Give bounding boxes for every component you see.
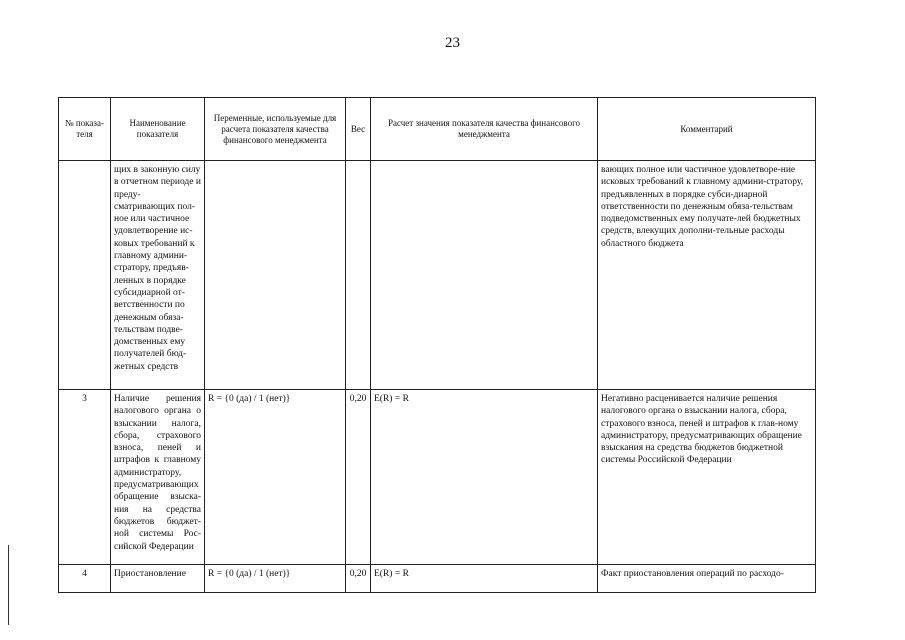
cell-calculation: E(R) = R	[371, 390, 598, 565]
header-name: Наименование показателя	[111, 98, 205, 161]
cell-calculation: E(R) = R	[371, 565, 598, 593]
cell-weight: 0,20	[346, 565, 371, 593]
cell-variables	[205, 161, 346, 390]
cell-comment: Факт приостановления операций по расходо-	[598, 565, 816, 593]
page-number: 23	[445, 35, 460, 51]
header-comment: Комментарий	[598, 98, 816, 161]
cell-weight: 0,20	[346, 390, 371, 565]
cell-calculation	[371, 161, 598, 390]
cell-name: Приостановление	[111, 565, 205, 593]
cell-number	[59, 161, 111, 390]
table-row-4	[59, 565, 816, 593]
table-row-continuation	[59, 161, 816, 390]
cell-variables: R = {0 (да) / 1 (нет)}	[205, 390, 346, 565]
cell-number: 4	[59, 565, 111, 593]
cell-name: Наличие решения налогового органа о взыскании налога, сбора, страхового взноса, пеней и штрафов к главному администратору, предусматривающих обращение взыска-ния на средства бюджетов бюджет-ной системы Рос-сийской Федерации	[111, 390, 205, 565]
header-variables: Переменные, используемые для расчета показателя качества финансового менеджмента	[205, 98, 346, 161]
scan-edge-mark	[8, 545, 9, 625]
cell-comment: вающих полное или частичное удовлетворе-ние исковых требований к главному админи-стратору, предъявленных в порядке субси-диарной ответственности по денежным обяза-тельствам подведомственных ему получате-лей бюджетных средств, влекущих дополни-тельные расходы областного бюджета	[598, 161, 816, 390]
table-row-3	[59, 390, 816, 565]
header-number: № показа-теля	[59, 98, 111, 161]
header-weight: Вес	[346, 98, 371, 161]
cell-variables: R = {0 (да) / 1 (нет)}	[205, 565, 346, 593]
cell-comment: Негативно расценивается наличие решения налогового органа о взыскании налога, сбора, страхового взноса, пеней и штрафов к глав-ному администратору, предусматривающих обращение взыскания на средства бюджетов бюджетной системы Российской Федерации	[598, 390, 816, 565]
header-calculation: Расчет значения показателя качества финансового менеджмента	[371, 98, 598, 161]
indicator-table	[58, 97, 816, 593]
table-header-row	[59, 98, 816, 161]
cell-weight	[346, 161, 371, 390]
cell-number: 3	[59, 390, 111, 565]
cell-name: щих в законную силу в отчетном периоде и преду-сматривающих пол-ное или частичное удовлетворение ис-ковых требований к главному админи-стратору, предъяв-ленных в порядке субсидиарной от-ветственности по денежным обяза-тельствам подве-домственных ему получателей бюд-жетных средств	[111, 161, 205, 390]
